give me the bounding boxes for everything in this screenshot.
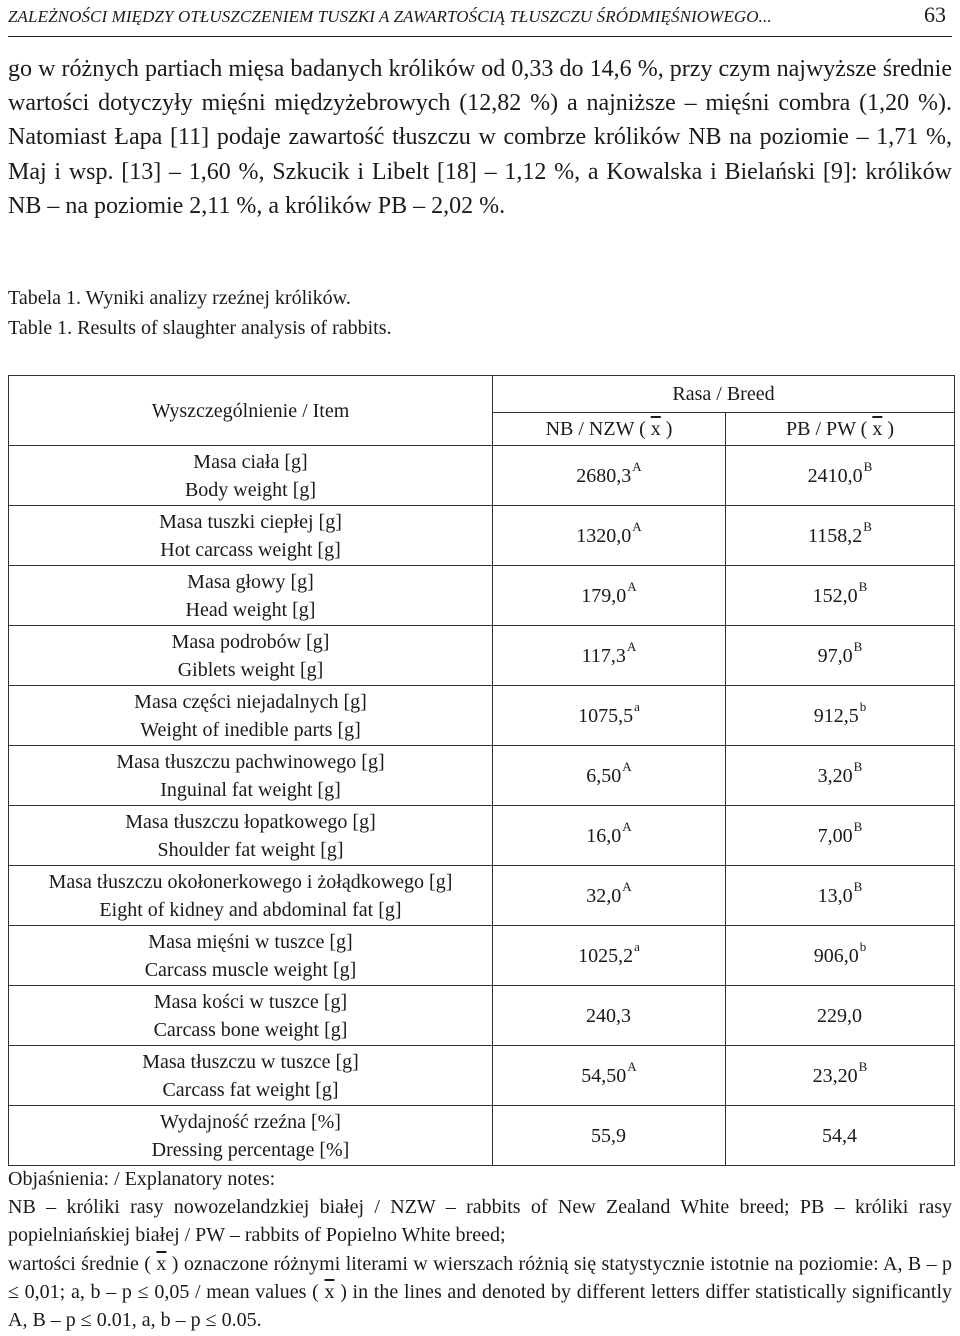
item-label-en: Eight of kidney and abdominal fat [g] — [99, 898, 402, 921]
item-label-pl: Masa tłuszczu łopatkowego [g] — [125, 810, 376, 833]
item-label-pl: Masa tłuszczu pachwinowego [g] — [116, 750, 385, 773]
col-header-nb: NB / NZW ( $\overline{x}$ ) — [493, 413, 726, 446]
mean-value: 240,3 — [586, 1004, 631, 1027]
item-label-pl: Masa części niejadalnych [g] — [134, 690, 367, 713]
significance-letter: B — [853, 818, 863, 834]
significance-letter: A — [632, 458, 642, 474]
mean-value: 3,20 — [817, 764, 853, 787]
value-cell-pb — [726, 926, 955, 986]
table-row — [9, 866, 955, 926]
significance-letter: B — [858, 578, 868, 594]
mean-value: 54,4 — [822, 1124, 857, 1147]
mean-value: 1158,2 — [808, 524, 863, 547]
item-label-pl: Masa głowy [g] — [187, 570, 314, 593]
value-cell-nb — [493, 866, 726, 926]
item-label-en: Carcass muscle weight [g] — [144, 958, 357, 981]
value-cell-pb — [726, 506, 955, 566]
mean-value: 229,0 — [817, 1004, 862, 1027]
table-row — [9, 806, 955, 866]
table-body — [9, 446, 955, 1166]
significance-letter: B — [858, 1058, 868, 1074]
item-label-pl: Masa ciała [g] — [193, 450, 308, 473]
mean-value: 1320,0 — [576, 524, 632, 547]
item-label-en: Giblets weight [g] — [177, 658, 324, 681]
item-cell — [9, 866, 493, 926]
explanatory-notes — [8, 1165, 952, 1334]
value-cell-pb — [726, 686, 955, 746]
item-label-pl: Masa tłuszczu okołonerkowego i żołądkowego [g] — [48, 870, 453, 893]
value-cell-nb — [493, 806, 726, 866]
notes-breeds: NB – króliki rasy nowozelandzkiej białej / NZW – rabbits of New Zealand White breed; PB – króliki rasy popielniańskiej białej / PW – rabbits of Popielno White breed; — [8, 1196, 952, 1247]
significance-letter: A — [627, 1058, 637, 1074]
item-cell — [9, 566, 493, 626]
mean-value: 2680,3 — [576, 464, 632, 487]
significance-letter: B — [853, 878, 863, 894]
item-cell — [9, 1106, 493, 1166]
item-cell — [9, 926, 493, 986]
table-row — [9, 506, 955, 566]
value-cell-nb — [493, 446, 726, 506]
notes-significance: wartości średnie ( $\overline{x}$ ) oznaczone różnymi literami w wierszach różnią się statystycznie istotnie na poziomie: A, B – p ≤ 0,01; a, b – p ≤ 0,05 / mean values ( $\overline{x}$ ) in the lines and denoted by different letters differ statistically significantly A, B – p ≤ 0.01, a, b – p ≤ 0.05. — [8, 1252, 953, 1332]
mean-value: 2410,0 — [807, 464, 863, 487]
item-label-pl: Masa kości w tuszce [g] — [153, 990, 348, 1013]
item-label-pl: Masa tłuszczu w tuszce [g] — [142, 1050, 359, 1073]
table-caption-en: Table 1. Results of slaughter analysis of rabbits. — [8, 317, 392, 339]
significance-letter: A — [622, 878, 632, 894]
significance-letter: A — [622, 758, 632, 774]
value-cell-pb — [726, 866, 955, 926]
significance-letter: A — [632, 518, 642, 534]
value-cell-pb — [726, 1106, 955, 1166]
value-cell-pb — [726, 806, 955, 866]
table-row — [9, 686, 955, 746]
table-row — [9, 746, 955, 806]
mean-value: 1075,5 — [578, 704, 634, 727]
value-cell-pb — [726, 986, 955, 1046]
mean-value: 179,0 — [581, 584, 627, 607]
item-cell — [9, 446, 493, 506]
item-cell — [9, 806, 493, 866]
item-label-en: Inguinal fat weight [g] — [160, 778, 341, 801]
value-cell-nb — [493, 506, 726, 566]
item-header: Wyszczególnienie / Item — [9, 376, 493, 446]
col-header-pb: PB / PW ( $\overline{x}$ ) — [726, 413, 955, 446]
item-cell — [9, 986, 493, 1046]
item-label-en: Carcass fat weight [g] — [162, 1078, 339, 1101]
mean-value: 13,0 — [817, 884, 853, 907]
running-header — [8, 0, 952, 37]
item-label-pl: Masa mięśni w tuszce [g] — [148, 930, 353, 953]
value-cell-nb — [493, 926, 726, 986]
item-label-en: Weight of inedible parts [g] — [140, 718, 361, 741]
item-label-pl: Masa tuszki ciepłej [g] — [159, 510, 342, 533]
significance-letter: B — [853, 638, 863, 654]
value-cell-pb — [726, 446, 955, 506]
running-title: ZALEŻNOŚCI MIĘDZY OTŁUSZCZENIEM TUSZKI A ZAWARTOŚCIĄ TŁUSZCZU ŚRÓDMIĘŚNIOWEGO... — [8, 7, 772, 26]
table-row — [9, 626, 955, 686]
mean-value: 32,0 — [586, 884, 622, 907]
item-label-pl: Wydajność rzeźna [%] — [160, 1110, 341, 1133]
table-row — [9, 986, 955, 1046]
item-label-en: Shoulder fat weight [g] — [157, 838, 344, 861]
mean-value: 55,9 — [591, 1124, 626, 1147]
value-cell-nb — [493, 746, 726, 806]
value-cell-nb — [493, 986, 726, 1046]
value-cell-pb — [726, 1046, 955, 1106]
mean-value: 6,50 — [586, 764, 622, 787]
item-label-en: Carcass bone weight [g] — [153, 1018, 348, 1041]
mean-value: 912,5 — [813, 704, 859, 727]
significance-letter: B — [853, 758, 863, 774]
significance-letter: a — [634, 698, 640, 714]
table-row — [9, 566, 955, 626]
table-row — [9, 446, 955, 506]
mean-value: 16,0 — [586, 824, 622, 847]
mean-value: 906,0 — [813, 944, 859, 967]
significance-letter: B — [863, 458, 873, 474]
value-cell-pb — [726, 746, 955, 806]
value-cell-nb — [493, 1106, 726, 1166]
item-cell — [9, 686, 493, 746]
significance-letter: b — [859, 938, 867, 954]
significance-letter: b — [859, 698, 867, 714]
table-row — [9, 1106, 955, 1166]
value-cell-nb — [493, 686, 726, 746]
mean-value: 7,00 — [817, 824, 853, 847]
table-row — [9, 926, 955, 986]
item-cell — [9, 746, 493, 806]
item-label-en: Hot carcass weight [g] — [160, 538, 341, 561]
significance-letter: A — [622, 818, 632, 834]
notes-title: Objaśnienia: / Explanatory notes: — [8, 1168, 276, 1190]
value-cell-pb — [726, 626, 955, 686]
mean-value: 97,0 — [817, 644, 853, 667]
significance-letter: A — [626, 638, 637, 654]
mean-value: 117,3 — [581, 644, 626, 667]
slaughter-results-table — [8, 375, 955, 1166]
significance-letter: a — [634, 938, 640, 954]
value-cell-nb — [493, 566, 726, 626]
table-row — [9, 1046, 955, 1106]
value-cell-nb — [493, 1046, 726, 1106]
page-number: 63 — [924, 2, 946, 27]
mean-value: 152,0 — [812, 584, 858, 607]
item-cell — [9, 1046, 493, 1106]
table-caption-pl: Tabela 1. Wyniki analizy rzeźnej królików. — [8, 287, 351, 309]
item-cell — [9, 506, 493, 566]
mean-value: 1025,2 — [578, 944, 634, 967]
item-label-pl: Masa podrobów [g] — [171, 630, 330, 653]
item-label-en: Dressing percentage [%] — [151, 1138, 350, 1161]
value-cell-nb — [493, 626, 726, 686]
item-label-en: Head weight [g] — [185, 598, 316, 621]
significance-letter: B — [863, 518, 872, 534]
mean-value: 54,50 — [581, 1064, 627, 1087]
mean-value: 23,20 — [812, 1064, 858, 1087]
significance-letter: A — [627, 578, 637, 594]
value-cell-pb — [726, 566, 955, 626]
item-cell — [9, 626, 493, 686]
item-label-en: Body weight [g] — [184, 478, 317, 501]
breed-header: Rasa / Breed — [493, 376, 955, 413]
body-paragraph: go w różnych partiach mięsa badanych królików od 0,33 do 14,6 %, przy czym najwyższe średnie wartości dotyczyły mięśni międzyżebrowych (12,82 %) a najniższe – mięśni combra (1,20 %). Natomiast Łapa [11] podaje zawartość tłuszczu w combrze królików NB na poziomie – 1,71 %, Maj i wsp. [13] – 1,60 %, Szkucik i Libelt [18] – 1,12 %, a Kowalska i Bielański [9]: królików NB – na poziomie 2,11 %, a królików PB – 2,02 %. — [8, 56, 952, 219]
